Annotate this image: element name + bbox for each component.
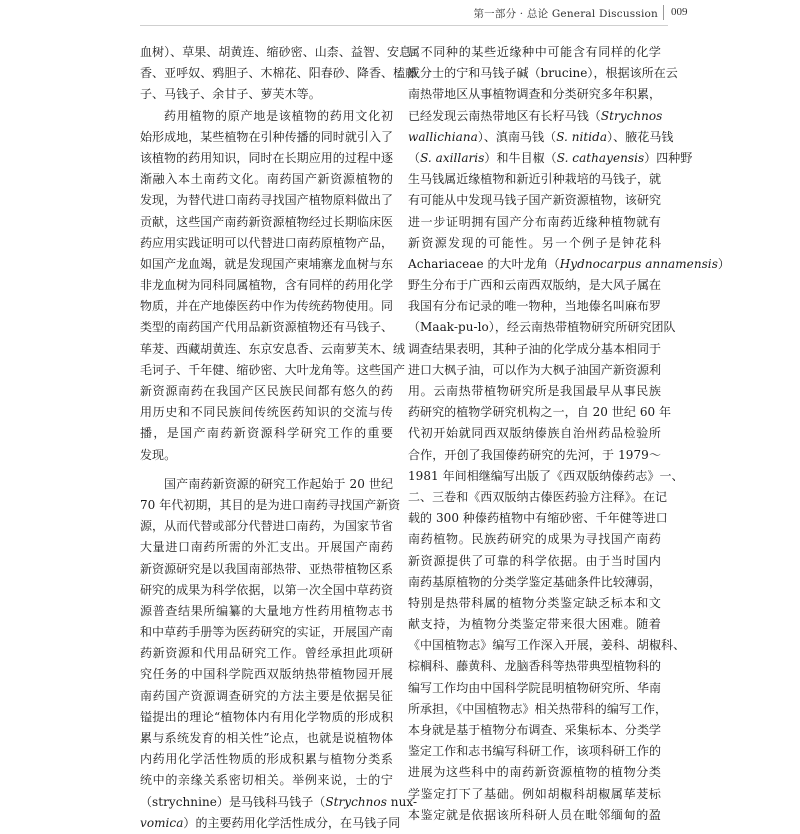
header-separator [663, 5, 664, 20]
text-line: 学鉴定打下了基础。例如胡椒科胡椒属荜茇标 [408, 786, 661, 801]
text-line: 和中草药手册等为医药研究的实证，开展国产南 [140, 625, 394, 640]
text-line: 南药基原植物的分类学鉴定基础条件比较薄弱， [408, 574, 662, 589]
text-line: 所承担，《中国植物志》相关热带科的编写工作， [408, 701, 668, 716]
text-line: 大量进口南药所需的外汇支出。开展国产南药 [140, 540, 393, 555]
text-line: 药研究的植物学研究机构之一，自 20 世纪 60 年 [408, 405, 672, 420]
text-line: 编写工作均由中国科学院昆明植物研究所、华南 [408, 680, 662, 695]
header-rule [140, 25, 668, 26]
text-line: vomica）的主要药用化学活性成分，在马钱子同 [140, 815, 401, 830]
text-line: Achariaceae 的大叶龙角（Hydnocarpus annamensis） [408, 256, 730, 271]
text-line: 荜茇、西藏胡黄连、东京安息香、云南萝芙木、绒 [140, 341, 406, 356]
text-line: 南热带地区从事植物调查和分类研究多年积累， [408, 87, 662, 102]
text-line: 源普查结果所编纂的大量地方性药用植物志书 [140, 603, 393, 618]
text-line: 本鉴定就是依据该所科研人员在毗邻缅甸的盈 [408, 807, 661, 822]
text-line: 非龙血树为同科同属植物，含有同样的药用化学 [140, 278, 394, 293]
text-line: 渐融入本土南药文化。南药国产新资源植物的 [140, 172, 393, 187]
left-text-column [140, 42, 418, 830]
text-line: 载的 300 种傣药植物中有缩砂密、千年健等进口 [408, 511, 668, 526]
text-line: 播，是国产南药新资源科学研究工作的重要 [140, 426, 393, 441]
text-line: 野生分布于广西和云南西双版纳，是大风子属在 [408, 278, 662, 293]
text-line: 新资源研究是以我国南部热带、亚热带植物区系 [140, 561, 394, 576]
page-number: 009 [671, 6, 688, 18]
text-line: 鉴定工作和志书编写科研工作，该项科研工作的 [408, 744, 662, 759]
text-line: 贡献，这些国产南药新资源植物经过长期临床医 [140, 214, 394, 229]
text-line: 1981 年间相继编写出版了《西双版纳傣药志》一、 [408, 468, 684, 483]
text-line: 镒提出的理论“植物体内有用化学物质的形成积 [140, 709, 393, 724]
text-line: 进展为这些科中的南药新资源植物的植物分类 [408, 765, 661, 780]
text-line: 该植物的药用知识，同时在长期应用的过程中逐 [140, 150, 394, 165]
text-line: 物质，并在产地傣医药中作为传统药物使用。同 [140, 299, 394, 314]
text-line: wallichiana）、滇南马钱（S. nitida）、腋花马钱 [408, 129, 674, 144]
text-line: 子、马钱子、余甘子、萝芙木等。 [140, 87, 321, 102]
text-line: 毛诃子、千年健、缩砂密、大叶龙角等。这些国产 [140, 362, 406, 377]
text-line: 新资源发现的可能性。另一个例子是钟花科 [408, 235, 661, 250]
text-line: 内药用化学活性物质的形成积累与植物分类系 [140, 752, 393, 767]
text-line: 南药国产资源调查研究的方法主要是依据吴征 [140, 688, 393, 703]
text-line: 如国产龙血竭，就是发现国产柬埔寨龙血树与东 [140, 256, 394, 271]
text-line: 合作，开创了我国傣药研究的先河，于 1979～ [408, 447, 661, 462]
text-line: 代初开始就同西双版纳傣族自治州药品检验所 [408, 426, 661, 441]
text-line: （Maak-pu-lo），经云南热带植物研究所研究团队 [408, 320, 676, 335]
text-line: 统中的亲缘关系密切相关。举例来说，士的宁 [140, 773, 393, 788]
text-line: 生马钱属近缘植物和新近引种栽培的马钱子，就 [408, 172, 662, 187]
text-line: 本身就是基于植物分布调查、采集标本、分类学 [408, 723, 662, 737]
text-line: 献支持，为植物分类鉴定带来很大困难。随着 [408, 617, 661, 632]
text-line: （S. axillaris）和牛目椒（S. cathayensis）四种野 [408, 150, 693, 165]
text-line: 70 年代初期，其目的是为进口南药寻找国产新资 [140, 497, 401, 512]
page-header [0, 0, 800, 26]
text-line: 《中国植物志》编写工作深入开展，姜科、胡椒科、 [408, 638, 686, 653]
text-line: 用。云南热带植物研究所是我国最早从事民族 [408, 384, 661, 398]
text-line: 特别是热带科属的植物分类鉴定缺乏标本和文 [408, 595, 661, 610]
text-line: 研究的成果为科学依据，以第一次全国中草药资 [140, 582, 394, 597]
text-line: 发现。 [140, 447, 177, 462]
text-line: 新资源南药在我国产区民族民间都有悠久的药 [140, 384, 393, 398]
text-line: 药新资源和代用品研究工作。曾经承担此项研 [140, 646, 393, 661]
text-line: （strychnine）是马钱科马钱子（Strychnos nux- [140, 794, 418, 809]
text-line: 源，从而代替或部分代替进口南药，为国家节省 [140, 519, 394, 534]
text-line: 新资源提供了可靠的科学依据。由于当时国内 [408, 553, 661, 568]
right-text-column [408, 42, 730, 822]
text-line: 血树）、草果、胡黄连、缩砂密、山柰、益智、安息 [140, 45, 412, 59]
text-line: 进一步证明拥有国产分布南药近缘种植物就有 [408, 214, 661, 229]
text-line: 用历史和不同民族间传统医药知识的交流与传 [140, 405, 393, 420]
text-line: 香、亚呼奴、鸦胆子、木棉花、阳春砂、降香、榼藤 [140, 66, 418, 81]
text-line: 药用植物的原产地是该植物的药用文化初 [164, 108, 393, 123]
text-line: 已经发现云南热带地区有长籽马钱（Strychnos [408, 108, 663, 123]
text-line: 棕榈科、藤黄科、龙脑香科等热带典型植物科的 [408, 659, 662, 674]
text-line: 南药植物。民族药研究的成果为寻找国产南药 [408, 532, 661, 547]
text-line: 药应用实践证明可以代替进口南药原植物产品， [140, 235, 394, 250]
text-line: 有可能从中发现马钱子国产新资源植物，该研究 [408, 193, 662, 208]
text-line: 类型的南药国产代用品新资源植物还有马钱子、 [140, 320, 394, 335]
text-line: 进口大枫子油，可以作为大枫子油国产新资源利 [408, 362, 662, 377]
text-line: 二、三卷和《西双版纳古傣医药验方注释》。在记 [408, 489, 668, 504]
text-line: 究任务的中国科学院西双版纳热带植物园开展 [140, 667, 393, 682]
text-line: 调查结果表明，其种子油的化学成分基本相同于 [408, 341, 662, 356]
text-line: 累与系统发育的相关性”论点，也就是说植物体 [140, 731, 393, 745]
running-header-title: 第一部分 · 总论 General Discussion [473, 8, 658, 20]
text-line: 成分士的宁和马钱子碱（brucine），根据该所在云 [408, 66, 678, 81]
text-line: 属不同种的某些近缘种中可能含有同样的化学 [408, 45, 661, 59]
text-line: 发现，为替代进口南药寻找国产植物原料做出了 [140, 193, 394, 208]
text-line: 我国有分布记录的唯一物种，当地傣名叫麻布罗 [408, 299, 662, 314]
text-line: 国产南药新资源的研究工作起始于 20 世纪 [164, 476, 393, 491]
text-line: 始形成地，某些植物在引种传播的同时就引入了 [140, 129, 394, 144]
